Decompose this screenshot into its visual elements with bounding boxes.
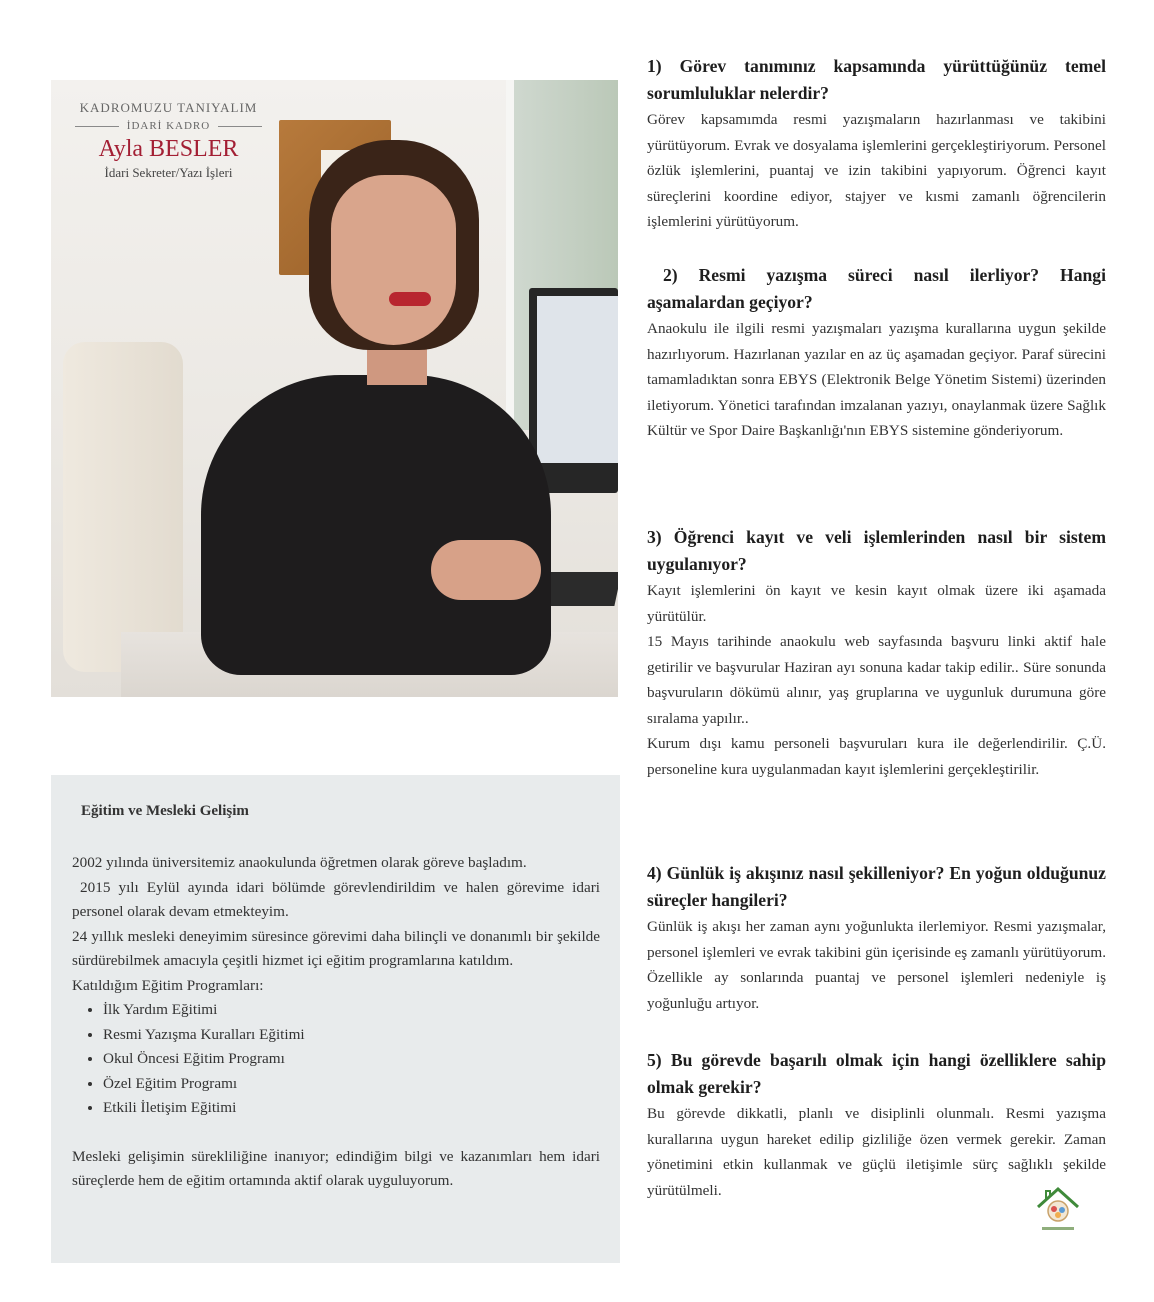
panel-title: Eğitim ve Mesleki Gelişim bbox=[81, 803, 249, 819]
person-role: İdari Sekreter/Yazı İşleri bbox=[104, 165, 233, 180]
panel-paragraph: 24 yıllık mesleki deneyimim süresince görevimi daha bilinçli ve donanımlı bir şekilde sürdürebilmek amacıyla çeşitli hizmet içi eğitim programlarına katıldım. bbox=[72, 927, 600, 969]
section-kicker: KADROMUZU TANIYALIM bbox=[79, 100, 258, 115]
divider-left bbox=[75, 126, 119, 127]
question-heading: 1) Görev tanımınız kapsamında yürüttüğünüz temel sorumluluklar nelerdir? bbox=[647, 56, 1106, 103]
photo-monitor bbox=[529, 288, 618, 493]
question-heading: 3) Öğrenci kayıt ve veli işlemlerinden nasıl bir sistem uygulanıyor? bbox=[647, 527, 1106, 574]
qa-block-1 bbox=[647, 53, 1106, 235]
answer-text: Görev kapsamımda resmi yazışmaların hazırlanması ve takibini yürütüyorum. Evrak ve dosyalama işlemlerini gerçekleştiriyorum. Personel özlük işlemlerini, puantaj ve izin takibini yapıyorum. Öğrenci kayıt süreçlerini koordine ediyor, stajyer ve kısmi zamanlı öğrencilerin işlemlerini yürütüyorum. bbox=[647, 111, 1106, 230]
kindergarten-logo-icon bbox=[1034, 1183, 1082, 1237]
education-panel bbox=[51, 775, 620, 1263]
qa-block-2 bbox=[647, 262, 1106, 444]
list-item: • Özel Eğitim Programı bbox=[103, 1072, 600, 1097]
photo-lips bbox=[389, 292, 431, 306]
qa-block-3 bbox=[647, 524, 1106, 782]
list-item: • İlk Yardım Eğitimi bbox=[103, 998, 600, 1023]
photo-chair bbox=[63, 342, 183, 672]
answer-text: Kurum dışı kamu personeli başvuruları kura ile değerlendirilir. Ç.Ü. personeline kura uygulanmadan kayıt işlemlerini gerçekleştirilir. bbox=[647, 735, 1106, 778]
panel-paragraph: 2015 yılı Eylül ayında idari bölümde görevlendirildim ve halen görevime idari personel olarak devam etmekteyim. bbox=[72, 878, 604, 920]
photo-hands bbox=[431, 540, 541, 600]
profile-photo bbox=[51, 80, 618, 697]
panel-paragraph: Katıldığım Eğitim Programları: bbox=[72, 976, 264, 994]
subkicker-row bbox=[51, 120, 286, 132]
section-subkicker: İDARİ KADRO bbox=[126, 120, 211, 132]
question-heading: 4) Günlük iş akışınız nasıl şekilleniyor? En yoğun olduğunuz süreçler hangileri? bbox=[647, 863, 1106, 910]
answer-text: Anaokulu ile ilgili resmi yazışmaları yazışma kurallarına uygun şekilde hazırlıyorum. Hazırlanan yazılar en az üç aşamadan geçiyor. Paraf sürecini tamamladıktan sonra EBYS (Elektronik Belge Yönetim Sistemi) üzerinden iletiyorum. Yönetici tarafından imzalanan yazıyı, onaylanmak üzere Sağlık Kültür ve Spor Daire Başkanlığı'nın EBYS sistemine gönderiyorum. bbox=[647, 320, 1106, 439]
answer-text: 15 Mayıs tarihinde anaokulu web sayfasında başvuru linki aktif hale getirilir ve başvurular Haziran ayı sonuna kadar takip edilir.. Süre sonunda başvuruların dökümü alınır, yaş gruplarına ve uygunluk durumuna göre sıralama yapılır.. bbox=[647, 633, 1106, 727]
program-list bbox=[72, 998, 600, 1121]
qa-block-5 bbox=[647, 1047, 1106, 1203]
answer-text: Bu görevde dikkatli, planlı ve disiplinli olunmalı. Resmi yazışma kurallarına uygun hareket edilip gizliliğe özen vermek gerekir. Zaman yönetimini etkin kullanmak ve güçlü iletişimle sürç sağlıklı şekilde yürütülmeli. bbox=[647, 1105, 1106, 1199]
question-heading: 2) Resmi yazışma süreci nasıl ilerliyor? Hangi aşamalardan geçiyor? bbox=[647, 265, 1106, 312]
divider-right bbox=[218, 126, 262, 127]
person-name: Ayla BESLER bbox=[98, 136, 239, 162]
list-item: • Etkili İletişim Eğitimi bbox=[103, 1096, 600, 1121]
spacer bbox=[72, 823, 600, 851]
answer-text: Kayıt işlemlerini ön kayıt ve kesin kayıt olmak üzere iki aşamada yürütülür. bbox=[647, 582, 1106, 625]
panel-closing: Mesleki gelişimin sürekliliğine inanıyor; edindiğim bilgi ve kazanımları hem idari süreçlerde hem de eğitim ortamında aktif olarak uyguluyorum. bbox=[72, 1147, 600, 1189]
spacer bbox=[72, 1121, 600, 1145]
answer-text: Günlük iş akışı her zaman aynı yoğunlukta ilerlemiyor. Resmi yazışmalar, personel işlemleri ve evrak takibini gün içerisinde eş zamanlı yürütüyorum. Özellikle ay sonlarında puantaj ve personel işlemleri nedeniyle iş yoğunluğu artıyor. bbox=[647, 918, 1106, 1012]
qa-block-4 bbox=[647, 860, 1106, 1016]
title-block bbox=[51, 100, 286, 181]
panel-paragraph: 2002 yılında üniversitemiz anaokulunda öğretmen olarak göreve başladım. bbox=[72, 854, 527, 871]
list-item: • Okul Öncesi Eğitim Programı bbox=[103, 1047, 600, 1072]
list-item: • Resmi Yazışma Kuralları Eğitimi bbox=[103, 1023, 600, 1048]
photo-person bbox=[201, 375, 551, 675]
photo-face bbox=[331, 175, 456, 345]
question-heading: 5) Bu görevde başarılı olmak için hangi özelliklere sahip olmak gerekir? bbox=[647, 1050, 1106, 1097]
